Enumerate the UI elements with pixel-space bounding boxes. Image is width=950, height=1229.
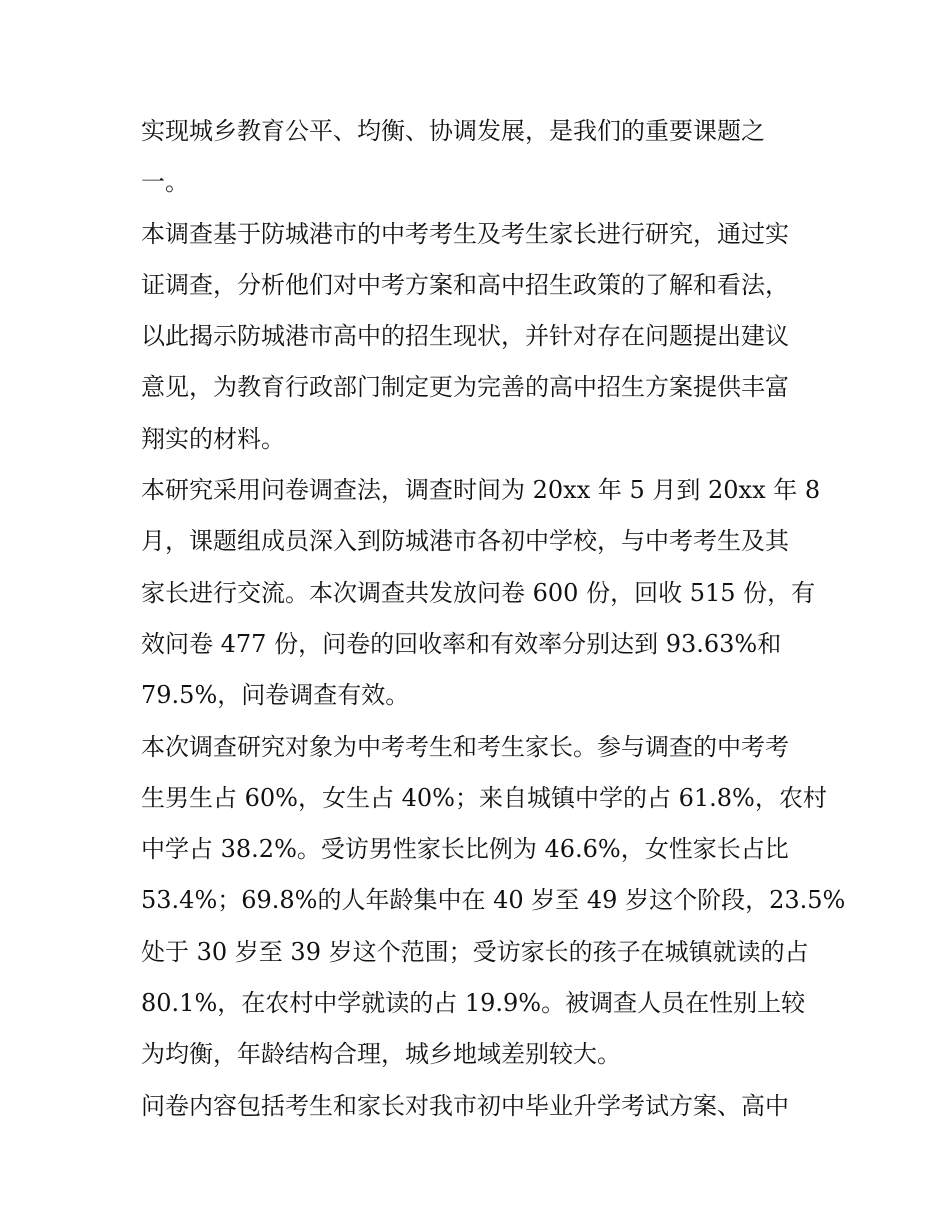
text-line: 月，课题组成员深入到防城港市各初中学校，与中考考生及其 [141, 527, 789, 556]
text-line: 效问卷 477 份，问卷的回收率和有效率分别达到 93.63%和 [141, 629, 782, 658]
text-line: 证调查，分析他们对中考方案和高中招生政策的了解和看法， [141, 270, 789, 299]
text-line: 80.1%，在农村中学就读的占 19.9%。被调查人员在性别上较 [141, 989, 806, 1018]
text-line: 本研究采用问卷调查法，调查时间为 20xx 年 5 月到 20xx 年 8 [141, 476, 821, 505]
text-line: 意见，为教育行政部门制定更为完善的高中招生方案提供丰富 [141, 373, 789, 402]
text-line: 实现城乡教育公平、均衡、协调发展，是我们的重要课题之 [141, 117, 765, 145]
text-line: 中学占 38.2%。受访男性家长比例为 46.6%，女性家长占比 [141, 835, 789, 864]
text-line: 生男生占 60%，女生占 40%；来自城镇中学的占 61.8%，农村 [141, 783, 827, 812]
text-line: 翔实的材料。 [141, 424, 285, 453]
text-line: 问卷内容包括考生和家长对我市初中毕业升学考试方案、高中 [141, 1091, 789, 1120]
text-line: 53.4%；69.8%的人年龄集中在 40 岁至 49 岁这个阶段，23.5% [141, 886, 846, 915]
text-line: 本调查基于防城港市的中考考生及考生家长进行研究，通过实 [141, 219, 789, 248]
text-line: 79.5%，问卷调查有效。 [141, 681, 410, 710]
text-line: 以此揭示防城港市高中的招生现状，并针对存在问题提出建议 [141, 322, 789, 351]
text-line: 为均衡，年龄结构合理，城乡地域差别较大。 [141, 1040, 621, 1069]
document-body [141, 106, 846, 1132]
text-line: 家长进行交流。本次调查共发放问卷 600 份，回收 515 份，有 [141, 578, 816, 607]
text-line: 一。 [141, 168, 189, 197]
text-line: 处于 30 岁至 39 岁这个范围；受访家长的孩子在城镇就读的占 [141, 937, 809, 966]
text-line: 本次调查研究对象为中考考生和考生家长。参与调查的中考考 [141, 732, 789, 761]
